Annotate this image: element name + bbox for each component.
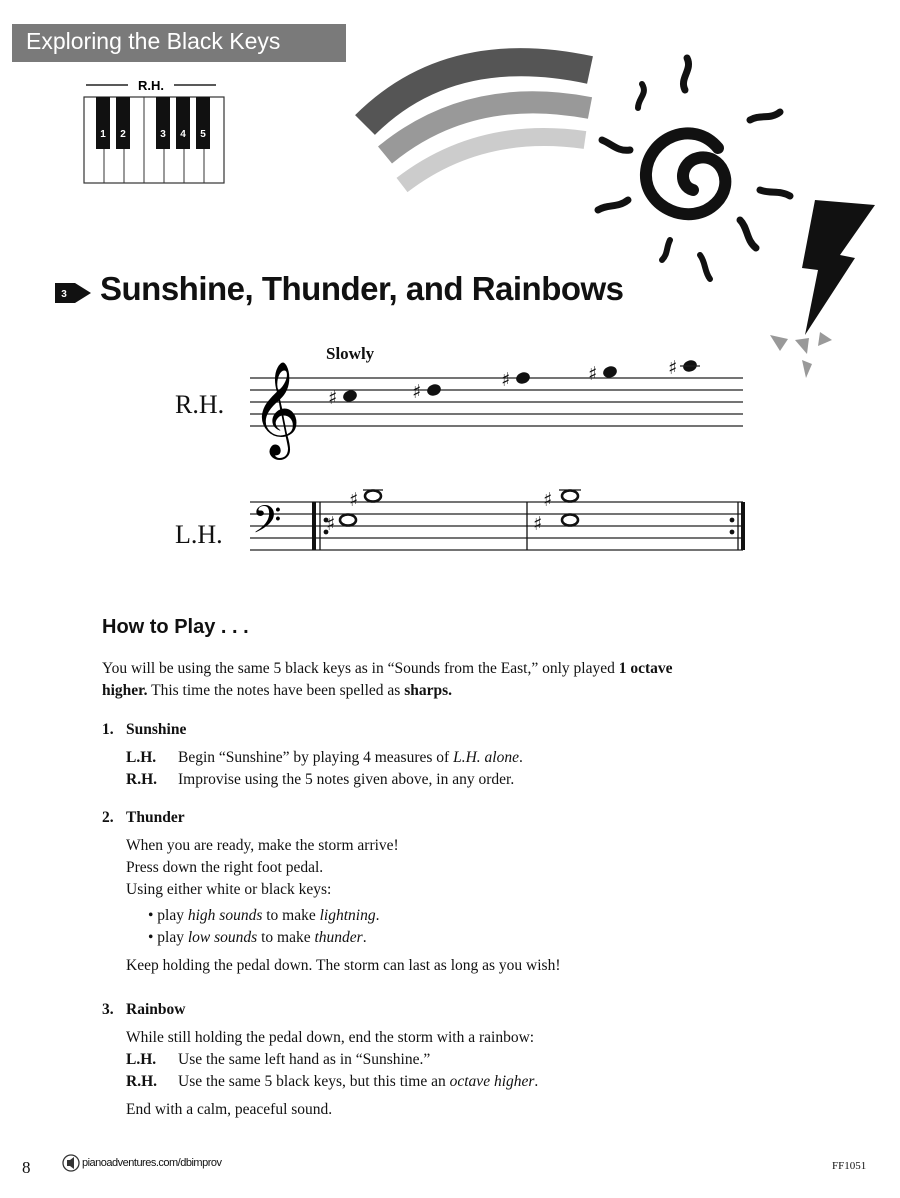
music-staff (240, 340, 760, 580)
piece-title: Sunshine, Thunder, and Rainbows (100, 270, 624, 307)
howto-intro: You will be using the same 5 black keys as in “Sounds from the East,” only played 1 octave higher. This time the notes have been spelled as sharps. (102, 660, 673, 699)
black-key-2 (116, 97, 130, 149)
bass-clef-icon: 𝄢 (252, 497, 282, 551)
section-header (12, 24, 346, 62)
rainbow-illustration (365, 62, 590, 185)
rh-notes (328, 357, 700, 409)
sun-illustration (598, 58, 790, 279)
step-sunshine: 1. Sunshine L.H. Begin “Sunshine” by playing 4 measures of L.H. alone. R.H. Improvise using the 5 notes given above, in any order. (102, 721, 523, 788)
rh-note-2 (412, 381, 442, 403)
svg-text:♯: ♯ (412, 381, 422, 403)
svg-text:♯: ♯ (501, 369, 511, 391)
step-rainbow: 3. Rainbow While still holding the pedal down, end the storm with a rainbow: L.H. Use the same left hand as in “Sunshine.” R.H. Use the same 5 black keys, but this time an octave higher. End with a calm, peaceful sound. (102, 1001, 539, 1118)
section-title: Exploring the Black Keys (26, 28, 281, 54)
svg-text:♯: ♯ (328, 387, 338, 409)
rh-note-4 (588, 363, 618, 385)
track-number-badge (55, 283, 91, 303)
keyboard-diagram (78, 72, 228, 187)
svg-text:♯: ♯ (349, 489, 359, 511)
weather-illustration (340, 30, 900, 380)
audio-speaker-icon (62, 1152, 80, 1174)
step-thunder: 2. Thunder When you are ready, make the storm arrive! Press down the right foot pedal. Using either white or black keys: • play high sounds to make lightning. • play low sounds to make thunder. Keep holding the pedal down. The storm can last as long as you wish! (102, 809, 561, 974)
black-key-3 (156, 97, 170, 149)
black-key-5 (196, 97, 210, 149)
rh-note-3 (501, 369, 531, 391)
rh-staff-label: R.H. (175, 390, 225, 419)
lightning-rays (770, 332, 832, 378)
finger-5: 5 (200, 129, 206, 140)
lightning-bolt-icon (802, 200, 875, 335)
svg-text:♯: ♯ (543, 489, 553, 511)
svg-text:♯: ♯ (588, 363, 598, 385)
finger-1: 1 (100, 129, 106, 140)
treble-staff (250, 378, 743, 426)
lh-chord-1 (340, 490, 383, 526)
page-number: 8 (22, 1158, 31, 1177)
treble-clef-icon: 𝄞 (252, 361, 301, 456)
svg-text:♯: ♯ (533, 513, 543, 535)
svg-text:♯: ♯ (326, 513, 336, 535)
rh-note-5 (668, 357, 700, 379)
svg-text:♯: ♯ (668, 357, 678, 379)
tempo-marking: Slowly (326, 344, 375, 363)
finger-4: 4 (180, 129, 186, 140)
website-link[interactable]: pianoadventures.com/dbimprov (82, 1157, 222, 1169)
black-key-4 (176, 97, 190, 149)
finger-3: 3 (160, 129, 166, 140)
keyboard-hand-label: R.H. (138, 78, 164, 93)
finger-2: 2 (120, 129, 126, 140)
catalog-code: FF1051 (832, 1160, 867, 1172)
lh-staff-label: L.H. (175, 520, 223, 549)
lh-chord-2 (559, 490, 581, 526)
black-key-1 (96, 97, 110, 149)
svg-text:3: 3 (61, 289, 67, 300)
bass-staff (250, 502, 743, 550)
howto-heading: How to Play . . . (102, 616, 249, 638)
